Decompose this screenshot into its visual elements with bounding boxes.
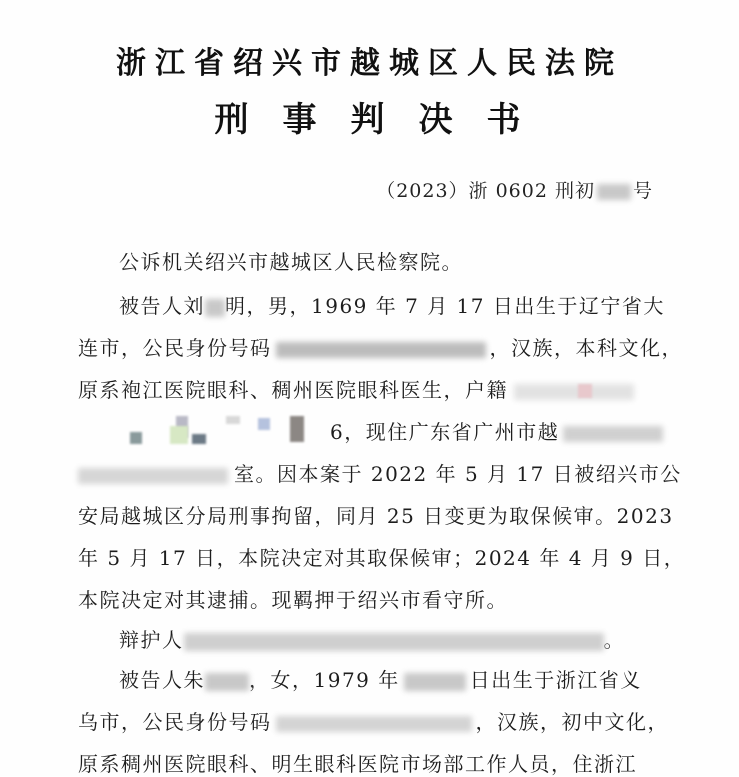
defendant1-line3 [78,374,634,403]
redacted-household-address [514,384,634,400]
defendant1-birth: 明，男，1969 年 7 月 17 日出生于辽宁省大 [225,294,665,318]
defense-label: 辩护人 [119,628,184,652]
case-number-prefix: （2023）浙 0602 刑初 [376,180,595,202]
case-number [376,176,653,203]
defendant1-line4 [330,416,663,445]
prosecutor-line: 公诉机关绍兴市越城区人民检察院。 [119,250,463,274]
redacted-case-number [597,184,631,200]
redaction-pixel [290,416,304,442]
redaction-pixel [170,426,188,444]
ethnicity-education: ，汉族，本科文化， [489,336,683,360]
defense-end: 。 [603,628,625,652]
redaction-pixel [226,416,240,424]
employment-text: 原系袍江医院眼科、稠州医院眼科医生，户籍 [78,378,508,402]
defendant2-line1 [119,664,642,693]
id-label: 连市，公民身份号码 [78,336,272,360]
redacted-name [205,673,249,691]
redaction-pixel [578,384,592,398]
redacted-name [205,299,225,317]
residence-text: 6，现住广东省广州市越 [330,420,560,444]
redacted-street [78,468,228,484]
defendant1-line1 [119,290,665,319]
defense-counsel-line [119,624,625,653]
defendant2-name-prefix: 被告人朱 [119,668,205,692]
redacted-defense-counsel [184,633,604,651]
redacted-id-number [276,342,486,358]
defendant1-line7: 年 5 月 17 日，本院决定对其取保候审；2024 年 4 月 9 日， [78,546,686,570]
defendant2-line3: 原系稠州医院眼科、明生眼科医院市场部工作人员，住浙江 [78,752,637,776]
document-title: 刑事判决书 [214,100,555,140]
defendant2-birthplace: 日出生于浙江省义 [469,668,642,692]
defendant1-line6: 安局越城区分局刑事拘留，同月 25 日变更为取保候审。2023 [78,504,674,528]
redacted-id-number [276,716,472,732]
detention-text: 室。因本案于 2022 年 5 月 17 日被绍兴市公 [234,462,682,486]
redaction-pixel [192,434,206,444]
defendant1-line5 [78,458,682,487]
redacted-residence [563,426,663,442]
defendant2-gender-year: ，女，1979 年 [249,668,400,692]
court-name: 浙江省绍兴市越城区人民法院 [116,46,623,81]
defendant1-line8: 本院决定对其逮捕。现羁押于绍兴市看守所。 [78,588,508,612]
case-number-suffix: 号 [632,180,653,202]
defendant2-line2 [78,706,669,735]
redaction-pixel [130,432,142,444]
defendant1-line2 [78,332,683,361]
id-label: 乌市，公民身份号码 [78,710,272,734]
redacted-birthdate [404,673,466,691]
defendant1-name-prefix: 被告人刘 [119,294,205,318]
ethnicity-education: ，汉族，初中文化， [475,710,669,734]
redaction-pixel [258,418,270,430]
